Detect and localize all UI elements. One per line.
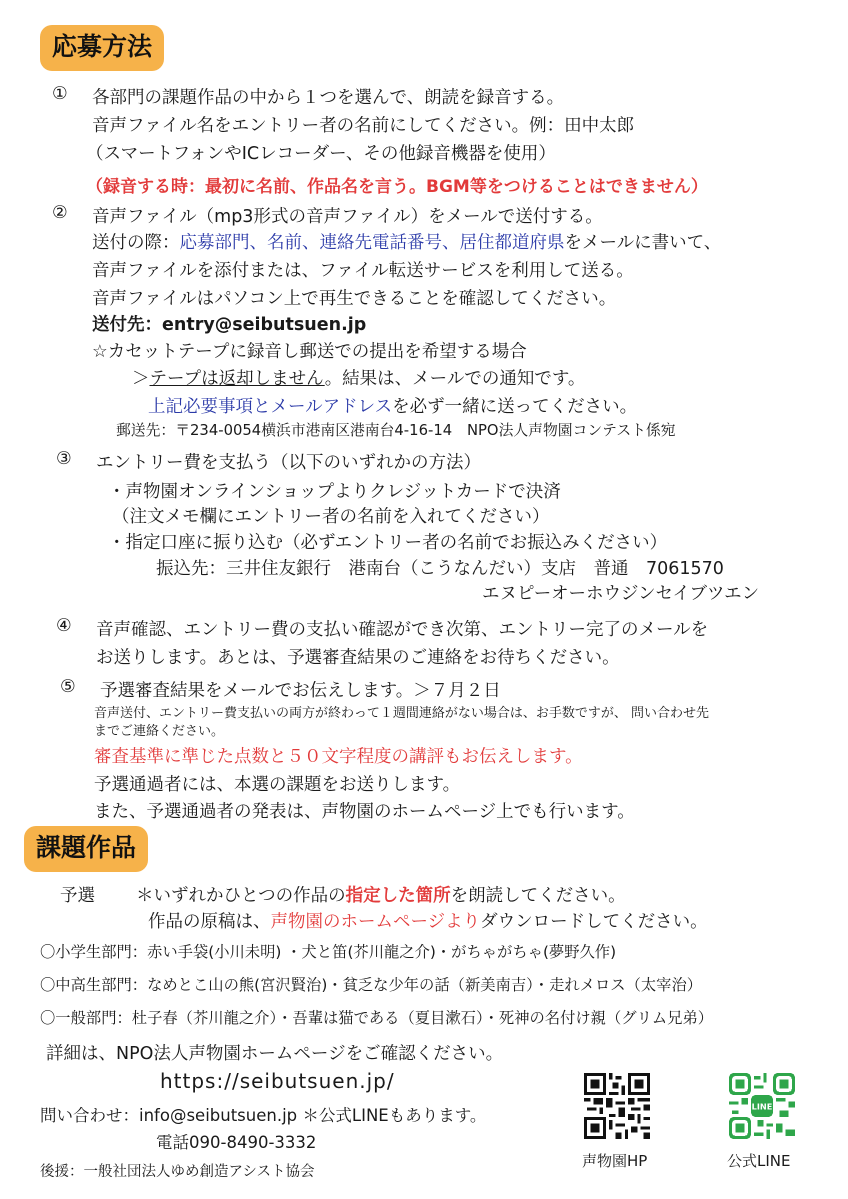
tape-prefix: ＞ [132,369,150,389]
step2-line3: 音声ファイルを添付または、ファイル転送サービスを利用して送る。 [92,261,634,281]
step2-number: ② [52,203,68,223]
tape-post: 。結果は、メールでの通知です。 [324,369,586,389]
prelim-line2 [148,908,708,933]
tape-no-return: テープは返却しません [149,369,325,389]
qr-code-homepage[interactable] [584,1073,650,1139]
step1-warning: （録音する時：最初に名前、作品名を言う。BGM等をつけることはできません） [86,177,708,197]
prelim-line1-red: 指定した箇所 [345,886,451,906]
step2-line2 [92,229,721,254]
step4-line2: お送りします。あとは、予選審査結果のご連絡をお待ちください。 [96,648,620,668]
prelim-line2-red: 声物園のホームページより [270,912,481,932]
cassette-note: ☆カセットテープに録音し郵送での提出を希望する場合 [92,342,527,362]
prelim-line1-pre: ＊いずれかひとつの作品の [136,886,346,906]
category-elementary: 〇小学生部門：赤い手袋(小川未明) ・犬と笛(芥川龍之介)・がちゃがちゃ(夢野久作) [40,943,617,961]
step5-number: ⑤ [60,677,76,697]
contact-line: 問い合わせ：info@seibutsuen.jp ＊公式LINEもあります。 [40,1106,487,1125]
website-url[interactable]: https://seibutsuen.jp/ [160,1069,395,1093]
step5-line1: 予選審査結果をメールでお伝えします。＞７月２日 [100,681,501,701]
step5-line2: 予選通過者には、本選の課題をお送りします。 [94,775,461,795]
bank-account: 振込先：三井住友銀行 港南台（こうなんだい）支店 普通 7061570 [156,559,724,579]
line-logo-text: LINE [751,1101,773,1112]
step3-line3: （注文メモ欄にエントリー者の名前を入れてください） [112,507,550,527]
step2-required-items: 応募部門、名前、連絡先電話番号、居住都道府県 [179,233,565,253]
qr-caption-homepage: 声物園HP [582,1152,648,1170]
step2-line1: 音声ファイル（mp3形式の音声ファイル）をメールで送付する。 [92,207,603,227]
prelim-line1 [136,882,626,907]
step3-line2: ・声物園オンラインショップよりクレジットカードで決済 [108,482,561,502]
category-general: 〇一般部門：杜子春（芥川龍之介）・吾輩は猫である（夏目漱石）・死神の名付け親（グリム兄弟） [40,1009,714,1027]
step1-line2: 音声ファイル名をエントリー者の名前にしてください。例：田中太郎 [92,116,635,136]
mailing-address: 郵送先：〒234-0054横浜市港南区港南台4-16-14 NPO法人声物園コンテスト係宛 [116,422,676,439]
step3-line4: ・指定口座に振り込む（必ずエントリー者の名前でお振込みください） [108,533,668,553]
step5-small-note2: までご連絡ください。 [94,724,225,739]
section-badge-works: 課題作品 [24,826,148,872]
step2-line4: 音声ファイルはパソコン上で再生できることを確認してください。 [92,289,617,309]
step5-small-note1: 音声送付、エントリー費支払いの両方が終わって１週間連絡がない場合は、お手数ですが、 問い合わせ先 [94,706,710,721]
required-note [148,393,637,418]
tape-note [132,365,585,390]
phone-number: 電話090-8490-3332 [156,1133,317,1152]
send-to-email[interactable]: 送付先：entry@seibutsuen.jp [92,315,367,335]
step2-line2-pre: 送付の際： [92,233,180,253]
required-note-post: を必ず一緒に送ってください。 [392,397,638,417]
step5-line3: また、予選通過者の発表は、声物園のホームページ上でも行います。 [94,802,635,822]
sponsor-line: 後援：一般社団法人ゆめ創造アシスト協会 [40,1164,315,1180]
step3-line1: エントリー費を支払う（以下のいずれかの方法） [96,453,481,473]
section-badge-application: 応募方法 [40,25,164,71]
prelim-line2-post: ダウンロードしてください。 [480,912,708,932]
step2-line2-post: をメールに書いて、 [564,233,722,253]
step4-line1: 音声確認、エントリー費の支払い確認ができ次第、エントリー完了のメールを [96,620,709,640]
qr-code-line[interactable] [729,1073,795,1139]
step5-red-note: 審査基準に準じた点数と５０文字程度の講評もお伝えします。 [94,747,583,767]
prelim-label: 予選 [60,886,95,906]
step1-number: ① [52,84,68,104]
step3-number: ③ [56,449,72,469]
prelim-line2-pre: 作品の原稿は、 [148,912,271,932]
required-note-blue: 上記必要事項とメールアドレス [148,397,393,417]
step1-line1: 各部門の課題作品の中から１つを選んで、朗読を録音する。 [92,88,565,108]
qr-caption-line: 公式LINE [727,1152,791,1170]
step4-number: ④ [56,616,72,636]
step1-line3: （スマートフォンやICレコーダー、その他録音機器を使用） [86,144,556,164]
category-junior-high: 〇中高生部門：なめとこ山の熊(宮沢賢治)・貧乏な少年の話（新美南吉）・走れメロス（太宰治） [40,976,703,994]
account-holder: エヌピーオーホウジンセイブツエン [482,584,760,604]
details-note: 詳細は、NPO法人声物園ホームページをご確認ください。 [46,1044,504,1064]
prelim-line1-post: を朗読してください。 [450,886,626,906]
